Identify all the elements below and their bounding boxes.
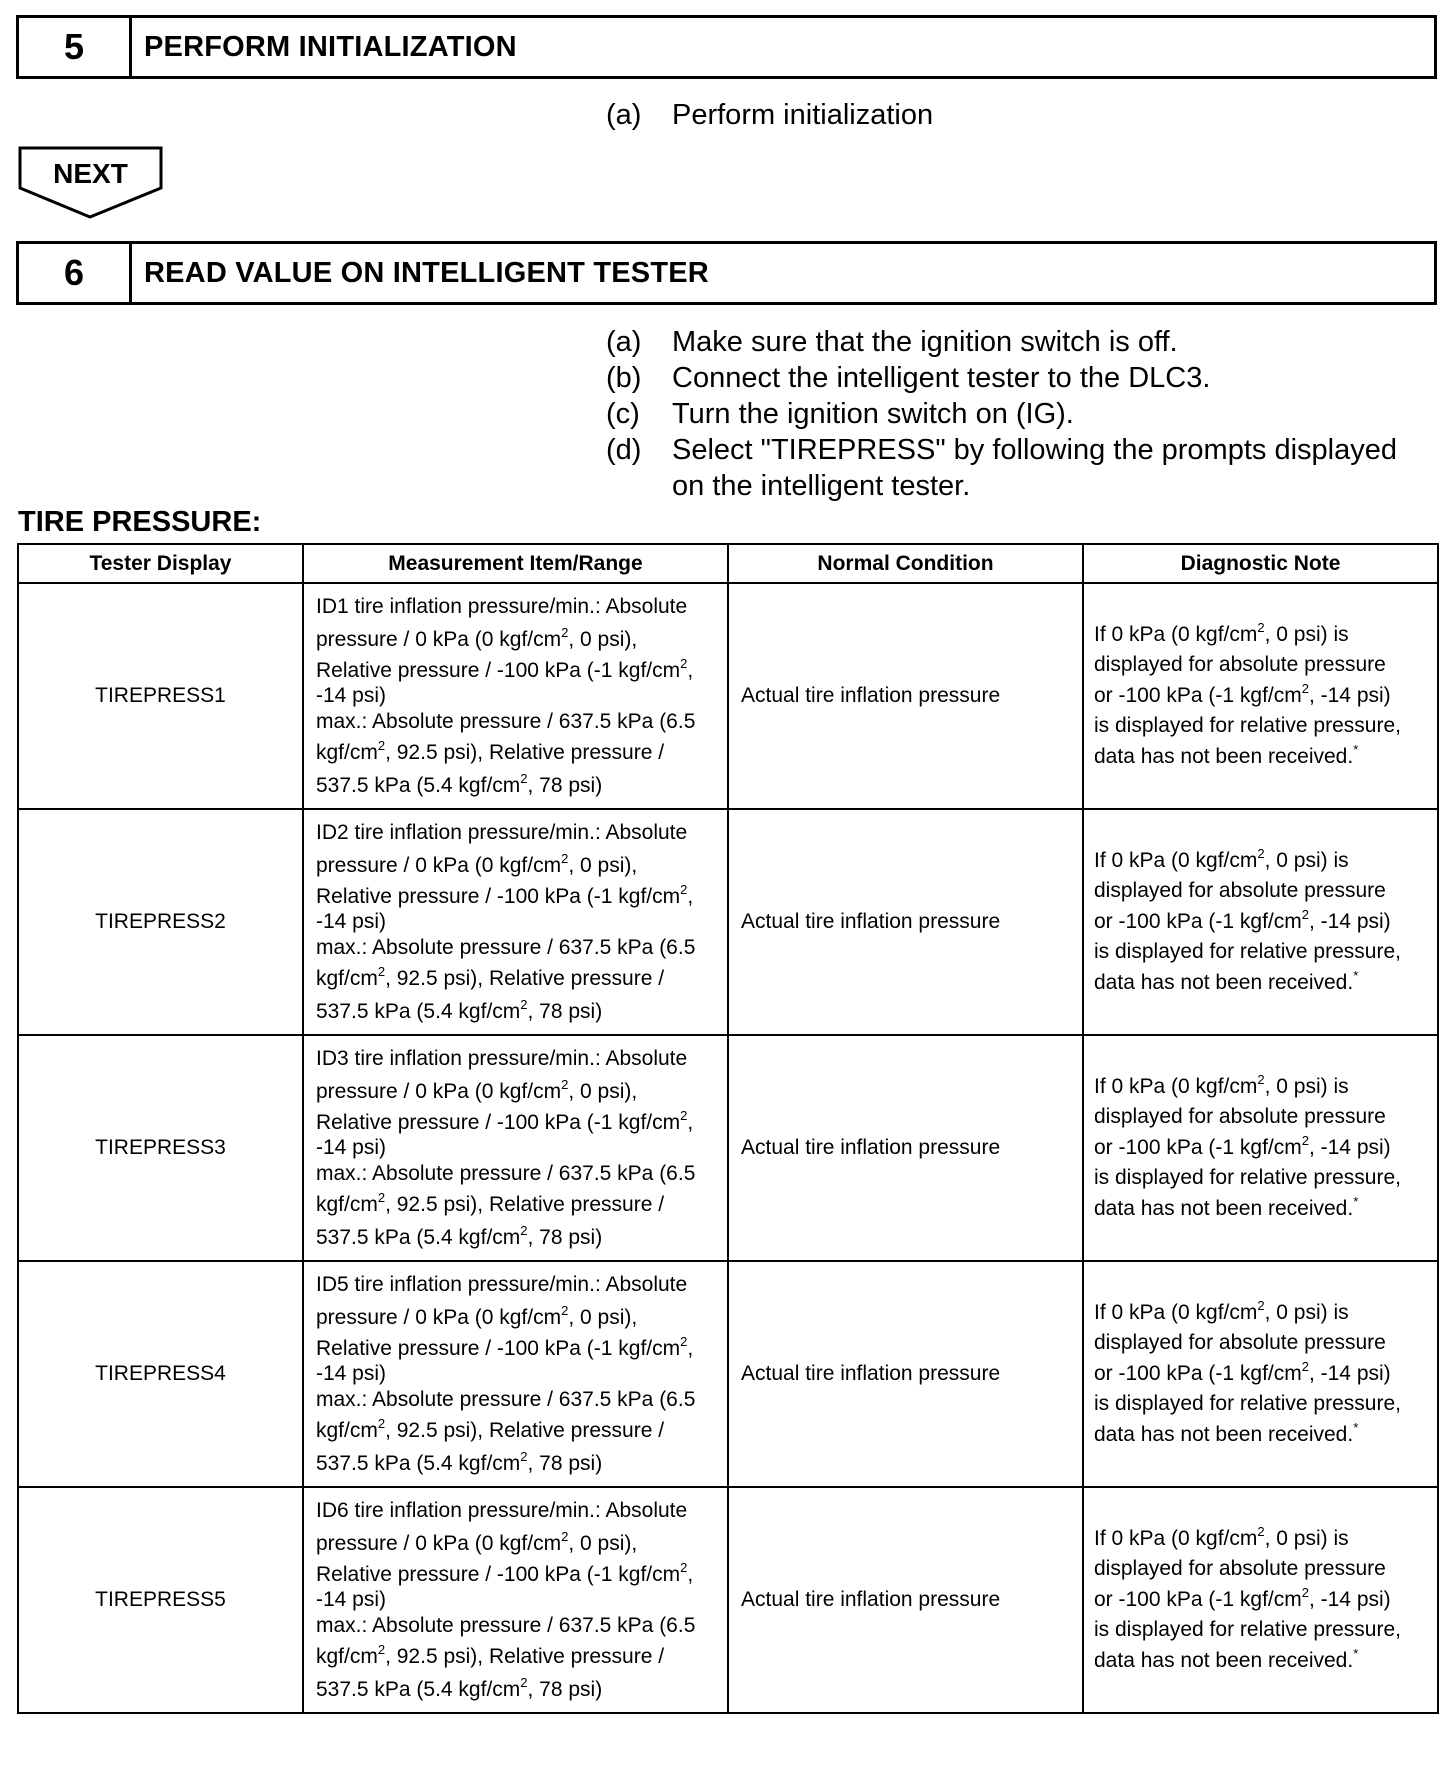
instruction-letter: (b) <box>606 362 642 394</box>
tester-display-cell <box>18 1261 303 1487</box>
measurement-line <box>316 1159 715 1188</box>
text-fragment: displayed for absolute pressure <box>1094 653 1386 677</box>
superscript: 2 <box>520 1448 528 1464</box>
measurement-line <box>316 962 715 995</box>
superscript: 2 <box>680 1559 688 1575</box>
superscript: 2 <box>1301 1358 1309 1374</box>
measurement-line <box>316 816 715 849</box>
text-fragment: displayed for absolute pressure <box>1094 1331 1386 1355</box>
measurement-line <box>316 1494 715 1527</box>
superscript: * <box>1353 967 1359 983</box>
text-fragment: is displayed for relative pressure, <box>1094 1392 1401 1416</box>
note-line <box>1094 937 1427 968</box>
measurement-line <box>316 1137 715 1159</box>
step-5-instructions <box>606 97 1436 133</box>
note-line <box>1094 1585 1427 1616</box>
normal-condition-cell <box>728 583 1083 809</box>
superscript: 2 <box>680 1333 688 1349</box>
text-fragment: , 78 psi) <box>527 1225 603 1249</box>
note-line <box>1094 742 1427 773</box>
measurement-line <box>316 1414 715 1447</box>
tester-display: TIREPRESS5 <box>95 1588 226 1611</box>
superscript: 2 <box>377 737 386 753</box>
measurement-line <box>316 1109 715 1137</box>
table-row <box>18 1487 1438 1713</box>
measurement-line <box>316 1385 715 1414</box>
superscript: 2 <box>1301 906 1309 922</box>
note-line <box>1094 650 1427 681</box>
normal-condition: Actual tire inflation pressure <box>741 1136 1001 1159</box>
measurement-line <box>316 1589 715 1611</box>
text-fragment: , <box>687 1110 694 1134</box>
instruction-item <box>606 360 1436 396</box>
text-fragment: pressure / 0 kPa (0 kgf/cm <box>316 1080 562 1104</box>
text-fragment: If 0 kPa (0 kgf/cm <box>1094 1300 1258 1324</box>
text-fragment: displayed for absolute pressure <box>1094 1557 1386 1581</box>
step-number: 6 <box>19 244 132 302</box>
note-line <box>1094 1328 1427 1359</box>
text-fragment: pressure / 0 kPa (0 kgf/cm <box>316 1532 562 1556</box>
text-fragment: ID3 tire inflation pressure/min.: Absolute <box>316 1046 688 1070</box>
measurement-cell <box>303 1261 728 1487</box>
note-line <box>1094 907 1427 938</box>
instruction-item <box>606 396 1436 432</box>
text-fragment: data has not been received. <box>1094 970 1354 994</box>
text-fragment: or -100 kPa (-1 kgf/cm <box>1094 909 1302 933</box>
text-fragment: , 0 psi), <box>568 1532 638 1556</box>
text-fragment: , 92.5 psi), Relative pressure / <box>385 1418 665 1442</box>
superscript: 2 <box>1301 1132 1309 1148</box>
text-fragment: 537.5 kPa (5.4 kgf/cm <box>316 1677 521 1701</box>
step-6-instructions <box>606 324 1436 504</box>
text-fragment: , 92.5 psi), Relative pressure / <box>385 1192 665 1216</box>
text-fragment: is displayed for relative pressure, <box>1094 714 1401 738</box>
note-line <box>1094 1359 1427 1390</box>
text-fragment: , 0 psi) is <box>1264 848 1349 872</box>
text-fragment: is displayed for relative pressure, <box>1094 1166 1401 1190</box>
superscript: 2 <box>561 1077 569 1093</box>
measurement-cell <box>303 1487 728 1713</box>
text-fragment: or -100 kPa (-1 kgf/cm <box>1094 683 1302 707</box>
table-row <box>18 809 1438 1035</box>
text-fragment: , <box>687 658 694 682</box>
step-title: READ VALUE ON INTELLIGENT TESTER <box>144 256 709 289</box>
note-line <box>1094 1133 1427 1164</box>
note-line <box>1094 1389 1427 1420</box>
note-line <box>1094 1524 1427 1555</box>
tester-display: TIREPRESS1 <box>95 684 226 707</box>
text-fragment: -14 psi) <box>316 909 387 933</box>
text-fragment: , 92.5 psi), Relative pressure / <box>385 966 665 990</box>
superscript: * <box>1353 741 1359 757</box>
normal-condition: Actual tire inflation pressure <box>741 684 1001 707</box>
text-fragment: or -100 kPa (-1 kgf/cm <box>1094 1587 1302 1611</box>
step-number: 5 <box>19 18 132 76</box>
text-fragment: , <box>687 1336 694 1360</box>
text-fragment: 537.5 kPa (5.4 kgf/cm <box>316 1225 521 1249</box>
text-fragment: , 0 psi) is <box>1264 622 1349 646</box>
tester-display: TIREPRESS4 <box>95 1362 226 1385</box>
normal-condition-cell <box>728 1487 1083 1713</box>
note-line <box>1094 620 1427 651</box>
text-fragment: pressure / 0 kPa (0 kgf/cm <box>316 628 562 652</box>
text-fragment: Relative pressure / -100 kPa (-1 kgf/cm <box>316 884 681 908</box>
instruction-letter: (a) <box>606 326 642 358</box>
tester-display-cell <box>18 1487 303 1713</box>
superscript: 2 <box>520 1674 528 1690</box>
text-fragment: max.: Absolute pressure / 637.5 kPa (6.5 <box>316 1613 696 1637</box>
normal-condition: Actual tire inflation pressure <box>741 1588 1001 1611</box>
text-fragment: , 92.5 psi), Relative pressure / <box>385 1644 665 1668</box>
superscript: 2 <box>680 881 688 897</box>
instruction-letter: (a) <box>606 99 642 131</box>
normal-condition: Actual tire inflation pressure <box>741 1362 1001 1385</box>
superscript: 2 <box>1301 680 1309 696</box>
instruction-text: Perform initialization <box>672 99 934 131</box>
text-fragment: max.: Absolute pressure / 637.5 kPa (6.5 <box>316 935 696 959</box>
next-arrow <box>18 146 163 220</box>
text-fragment: is displayed for relative pressure, <box>1094 1618 1401 1642</box>
superscript: * <box>1353 1419 1359 1435</box>
measurement-line <box>316 1527 715 1560</box>
note-line <box>1094 1420 1427 1451</box>
superscript: 2 <box>520 1222 528 1238</box>
text-fragment: kgf/cm <box>316 966 378 990</box>
text-fragment: , <box>687 1562 694 1586</box>
text-fragment: , -14 psi) <box>1308 683 1391 707</box>
text-fragment: If 0 kPa (0 kgf/cm <box>1094 848 1258 872</box>
text-fragment: , 78 psi) <box>527 773 603 797</box>
text-fragment: data has not been received. <box>1094 1648 1354 1672</box>
text-fragment: -14 psi) <box>316 683 387 707</box>
measurement-line <box>316 1221 715 1254</box>
text-fragment: , 0 psi) is <box>1264 1526 1349 1550</box>
diagnostic-note-cell <box>1083 1487 1438 1713</box>
text-fragment: -14 psi) <box>316 1587 387 1611</box>
diagnostic-note-cell <box>1083 809 1438 1035</box>
note-line <box>1094 681 1427 712</box>
measurement-line <box>316 1611 715 1640</box>
measurement-line <box>316 657 715 685</box>
measurement-line <box>316 849 715 882</box>
normal-condition-cell <box>728 1035 1083 1261</box>
text-fragment: , 92.5 psi), Relative pressure / <box>385 740 665 764</box>
table-header-row <box>18 544 1438 583</box>
column-header: Tester Display <box>18 544 303 583</box>
tester-display-cell <box>18 583 303 809</box>
text-fragment: pressure / 0 kPa (0 kgf/cm <box>316 1306 562 1330</box>
text-fragment: ID2 tire inflation pressure/min.: Absolute <box>316 820 688 844</box>
text-fragment: , 78 psi) <box>527 999 603 1023</box>
note-line <box>1094 1163 1427 1194</box>
normal-condition: Actual tire inflation pressure <box>741 910 1001 933</box>
note-line <box>1094 1194 1427 1225</box>
measurement-line <box>316 590 715 623</box>
instruction-text: Select "TIREPRESS" by following the prompts displayed on the intelligent tester. <box>672 434 1397 502</box>
text-fragment: If 0 kPa (0 kgf/cm <box>1094 1526 1258 1550</box>
note-line <box>1094 968 1427 999</box>
measurement-line <box>316 1561 715 1589</box>
superscript: 2 <box>377 1189 386 1205</box>
note-line <box>1094 711 1427 742</box>
text-fragment: data has not been received. <box>1094 1196 1354 1220</box>
text-fragment: Relative pressure / -100 kPa (-1 kgf/cm <box>316 1562 681 1586</box>
instruction-letter: (d) <box>606 434 642 466</box>
measurement-line <box>316 1301 715 1334</box>
superscript: * <box>1353 1193 1359 1209</box>
text-fragment: , 78 psi) <box>527 1451 603 1475</box>
measurement-line <box>316 1640 715 1673</box>
measurement-line <box>316 769 715 802</box>
text-fragment: kgf/cm <box>316 1192 378 1216</box>
normal-condition-cell <box>728 1261 1083 1487</box>
note-line <box>1094 1615 1427 1646</box>
measurement-line <box>316 1042 715 1075</box>
column-header: Normal Condition <box>728 544 1083 583</box>
diagnostic-note-cell <box>1083 1261 1438 1487</box>
tester-display-cell <box>18 809 303 1035</box>
superscript: 2 <box>561 851 569 867</box>
table-row <box>18 1261 1438 1487</box>
diagnostic-note-cell <box>1083 1035 1438 1261</box>
instruction-item <box>606 324 1436 360</box>
text-fragment: Relative pressure / -100 kPa (-1 kgf/cm <box>316 658 681 682</box>
instruction-letter: (c) <box>606 398 640 430</box>
note-line <box>1094 1102 1427 1133</box>
next-label: NEXT <box>53 158 128 189</box>
superscript: 2 <box>1257 845 1265 861</box>
table-row <box>18 1035 1438 1261</box>
text-fragment: ID5 tire inflation pressure/min.: Absolute <box>316 1272 688 1296</box>
text-fragment: displayed for absolute pressure <box>1094 1105 1386 1129</box>
superscript: 2 <box>1257 619 1265 635</box>
superscript: 2 <box>520 996 528 1012</box>
measurement-line <box>316 1447 715 1480</box>
note-line <box>1094 1072 1427 1103</box>
measurement-cell <box>303 583 728 809</box>
instruction-item <box>606 97 1436 133</box>
superscript: 2 <box>377 1415 386 1431</box>
text-fragment: , 0 psi), <box>568 854 638 878</box>
superscript: 2 <box>520 770 528 786</box>
text-fragment: is displayed for relative pressure, <box>1094 940 1401 964</box>
instruction-text: Make sure that the ignition switch is off. <box>672 326 1178 358</box>
measurement-line <box>316 736 715 769</box>
measurement-cell <box>303 1035 728 1261</box>
column-header: Measurement Item/Range <box>303 544 728 583</box>
superscript: 2 <box>377 963 386 979</box>
text-fragment: max.: Absolute pressure / 637.5 kPa (6.5 <box>316 709 696 733</box>
superscript: 2 <box>1257 1071 1265 1087</box>
text-fragment: displayed for absolute pressure <box>1094 879 1386 903</box>
superscript: 2 <box>561 625 569 641</box>
step-title: PERFORM INITIALIZATION <box>144 30 517 63</box>
instruction-text: Connect the intelligent tester to the DLC3. <box>672 362 1211 394</box>
text-fragment: or -100 kPa (-1 kgf/cm <box>1094 1135 1302 1159</box>
superscript: 2 <box>377 1641 386 1657</box>
superscript: * <box>1353 1645 1359 1661</box>
measurement-line <box>316 1268 715 1301</box>
section-title: TIRE PRESSURE: <box>18 506 262 538</box>
text-fragment: , 78 psi) <box>527 1677 603 1701</box>
measurement-line <box>316 1335 715 1363</box>
superscript: 2 <box>1257 1297 1265 1313</box>
note-line <box>1094 846 1427 877</box>
text-fragment: data has not been received. <box>1094 1422 1354 1446</box>
text-fragment: data has not been received. <box>1094 744 1354 768</box>
note-line <box>1094 876 1427 907</box>
text-fragment: 537.5 kPa (5.4 kgf/cm <box>316 773 521 797</box>
superscript: 2 <box>1257 1523 1265 1539</box>
text-fragment: , 0 psi), <box>568 1080 638 1104</box>
measurement-line <box>316 911 715 933</box>
table-row <box>18 583 1438 809</box>
text-fragment: , -14 psi) <box>1308 1587 1391 1611</box>
text-fragment: If 0 kPa (0 kgf/cm <box>1094 622 1258 646</box>
step-5-header <box>16 15 1437 79</box>
text-fragment: , 0 psi), <box>568 1306 638 1330</box>
tester-display: TIREPRESS3 <box>95 1136 226 1159</box>
text-fragment: max.: Absolute pressure / 637.5 kPa (6.5 <box>316 1387 696 1411</box>
text-fragment: , 0 psi) is <box>1264 1300 1349 1324</box>
text-fragment: ID1 tire inflation pressure/min.: Absolute <box>316 594 688 618</box>
text-fragment: kgf/cm <box>316 740 378 764</box>
tester-display: TIREPRESS2 <box>95 910 226 933</box>
tester-display-cell <box>18 1035 303 1261</box>
text-fragment: or -100 kPa (-1 kgf/cm <box>1094 1361 1302 1385</box>
measurement-line <box>316 995 715 1028</box>
text-fragment: , -14 psi) <box>1308 1135 1391 1159</box>
text-fragment: , 0 psi) is <box>1264 1074 1349 1098</box>
superscript: 2 <box>561 1303 569 1319</box>
note-line <box>1094 1298 1427 1329</box>
text-fragment: pressure / 0 kPa (0 kgf/cm <box>316 854 562 878</box>
text-fragment: ID6 tire inflation pressure/min.: Absolute <box>316 1498 688 1522</box>
superscript: 2 <box>680 655 688 671</box>
measurement-line <box>316 1188 715 1221</box>
measurement-line <box>316 623 715 656</box>
column-header: Diagnostic Note <box>1083 544 1438 583</box>
text-fragment: , -14 psi) <box>1308 1361 1391 1385</box>
note-line <box>1094 1554 1427 1585</box>
tire-pressure-table <box>17 543 1439 1714</box>
text-fragment: max.: Absolute pressure / 637.5 kPa (6.5 <box>316 1161 696 1185</box>
text-fragment: kgf/cm <box>316 1644 378 1668</box>
text-fragment: , <box>687 884 694 908</box>
text-fragment: -14 psi) <box>316 1361 387 1385</box>
normal-condition-cell <box>728 809 1083 1035</box>
text-fragment: 537.5 kPa (5.4 kgf/cm <box>316 999 521 1023</box>
text-fragment: 537.5 kPa (5.4 kgf/cm <box>316 1451 521 1475</box>
text-fragment: Relative pressure / -100 kPa (-1 kgf/cm <box>316 1110 681 1134</box>
measurement-cell <box>303 809 728 1035</box>
text-fragment: Relative pressure / -100 kPa (-1 kgf/cm <box>316 1336 681 1360</box>
measurement-line <box>316 883 715 911</box>
text-fragment: -14 psi) <box>316 1135 387 1159</box>
text-fragment: , 0 psi), <box>568 628 638 652</box>
instruction-item <box>606 432 1436 504</box>
superscript: 2 <box>680 1107 688 1123</box>
instruction-text: Turn the ignition switch on (IG). <box>672 398 1074 430</box>
diagnostic-note-cell <box>1083 583 1438 809</box>
step-6-header <box>16 241 1437 305</box>
measurement-line <box>316 933 715 962</box>
text-fragment: If 0 kPa (0 kgf/cm <box>1094 1074 1258 1098</box>
text-fragment: kgf/cm <box>316 1418 378 1442</box>
measurement-line <box>316 685 715 707</box>
measurement-line <box>316 1673 715 1706</box>
measurement-line <box>316 707 715 736</box>
superscript: 2 <box>561 1529 569 1545</box>
measurement-line <box>316 1363 715 1385</box>
measurement-line <box>316 1075 715 1108</box>
superscript: 2 <box>1301 1584 1309 1600</box>
text-fragment: , -14 psi) <box>1308 909 1391 933</box>
note-line <box>1094 1646 1427 1677</box>
